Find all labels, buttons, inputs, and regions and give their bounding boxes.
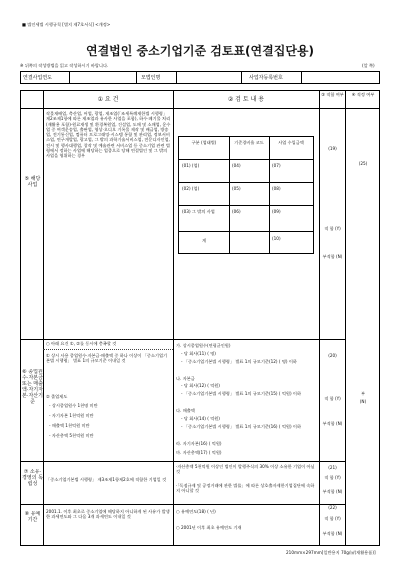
s3-fit-yes[interactable]: 적 합 (Y) [324, 475, 341, 480]
s2-fit-yes[interactable]: 적 합 (Y) [324, 396, 341, 401]
subtable-amt-2: (08) [272, 186, 281, 191]
section-grace-label: ⑧ 유예 기간 [24, 511, 41, 523]
s1-ok-n[interactable]: (N) [359, 399, 367, 404]
paper-spec: 210mm×297mm[일반용지 70g/㎡(재활용품)] [286, 550, 376, 555]
subtable-code-2: (05) [232, 186, 241, 191]
section-business-text: 작물재배업, 축산업, 어업, 광업, 제조업(「조세특례제한법 시행령」 제2조제1항에 따른 제조업과 유사한 사업을 포함), 하수·폐기물 처리(재활용 포함)·원료재생 및 환경복원업, 건설업, 도매 및 소매업, 운수업 중 여객운송업, 출판업, 영상·오디오 기록물 제작 및 배급업, 방송업, 전기통신업, 컴퓨터 프로그래밍·시스템 통합 및 관리업, 정보서비스업, 연구개발업, 광고업, 그 밖의 과학기술서비스업, 전문디자인업, 전시 및 행사대행업, 창작 및 예술관련 서비스업 등 중소기업 관련 법령에서 정하는 사업에 해당하는 업종으로 당해 연결법인 및 그 밖의 사업을 영위하는 경우 [46, 111, 171, 159]
page-side: (앞 쪽) [362, 63, 375, 68]
s2-cond-2: ② 졸업제도 [46, 394, 68, 399]
instruction-note: ※ 뒤쪽의 작성방법을 읽고 작성하시기 바랍니다. [20, 63, 109, 68]
subtable-h-biz: 구분 (업태별) [191, 140, 217, 145]
s2-review-7: 다. 매출액 [176, 408, 195, 413]
s2-intro: ○ 아래 요건 ①, ②를 동시에 충족할 것 [46, 341, 117, 346]
s3-fit-no-option[interactable]: 부적합 (N) [322, 489, 343, 494]
s2-cond-2-item-1: - 상시종업원수 1천명 미만 [49, 403, 98, 408]
s2-cond-2-item-2: - 자기자본 1천억원 미만 [49, 413, 94, 418]
s2-cond-2-item-3: - 매출액 1천억원 미만 [49, 423, 90, 428]
s4-text: 2001.1. 이후 최초로 중소기업에 해당하지 아니하게 된 사유가 발생한 과세연도와 그 다음 3개 과세연도 이내일 것 [46, 509, 170, 520]
s4-review-1: ○ 유예연도(18) ( 년) [176, 509, 216, 514]
info-row [20, 71, 380, 84]
s2-review-5: - 당 회사(12) ( 억원) [181, 383, 220, 388]
s2-review-2: - 당 회사(11) ( 명) [181, 351, 216, 356]
s2-review-3: - 「중소기업기본법 시행령」 별표 1의 규모기준(12) ( 명) 이하 [181, 359, 297, 364]
s2-review-4: 나. 자본금 [176, 376, 195, 381]
s4-fit-yes[interactable]: 적 합 (Y) [324, 516, 341, 521]
col-review: ② 검 토 내 용 [227, 96, 265, 103]
parent-name-label: 모법인명 [141, 75, 161, 81]
subtable-amt-3: (09) [272, 209, 281, 214]
s2-review-11: 마. 자산총액(17) ( 억원) [176, 450, 222, 455]
s4-fit-no: (22) [328, 505, 337, 510]
s3-text: 「중소기업기본법 시행령」 제3조제1항제2호에 적합한 기업일 것 [46, 477, 167, 482]
s2-cond-2-item-4: - 자산총액 5천억원 미만 [49, 433, 94, 438]
s1-fit-no: (19) [328, 146, 337, 151]
s3-review-2: ·「독점규제 및 공정거래에 관한 법률」에 따른 상호출자제한기업집단에 속하지 아니할 것 [176, 483, 315, 494]
s2-cond-1: ① 상시 사용 종업원수·자본금·매출액 중 하나 이상이 「중소기업기본법 시행령」 별표 1의 규모기준 이내일 것 [46, 353, 168, 364]
business-subtable [178, 136, 314, 254]
s3-review-1: ·자산총액 5천억원 이상인 법인이 발행주식의 30% 이상 소유한 기업이 아닐 것 [176, 464, 315, 475]
subtable-code-1: (04) [232, 163, 241, 168]
s2-review-6: - 「중소기업기본법 시행령」 별표 1의 규모기준(15) ( 억원) 이하 [181, 391, 302, 396]
subtable-row-total: 계 [201, 238, 207, 243]
s3-fit-no: (21) [328, 465, 337, 470]
section-size-label: ⑥ 종업원수·자본금 또는 매출액·자기자본·자산기준 [22, 369, 43, 405]
main-table [20, 90, 380, 546]
col-requirement: ① 요 건 [97, 96, 119, 103]
s2-review-8: - 당 회사(14) ( 억원) [181, 416, 220, 421]
s1-fit-no-option[interactable]: 부적합 (N) [322, 254, 343, 259]
s2-review-1: 가. 상시종업원수(연평균인원) [176, 343, 231, 348]
s4-review-2: ○ 2001년 이후 최초 유예연도 기재 [176, 525, 242, 530]
subtable-h-code: 기준경비율 코드 [234, 140, 264, 145]
s2-fit-no-option[interactable]: 부적합 (N) [322, 421, 343, 426]
subtable-row-3: (03) 그 밖의 사업 [182, 209, 215, 214]
subtable-code-3: (06) [232, 209, 241, 214]
section-business-label: ⑤ 해당 사업 [24, 176, 41, 188]
s2-review-10: 라. 자기자본(16) ( 억원) [176, 441, 222, 446]
s1-ok-no: (25) [358, 161, 368, 166]
s2-fit-no: (20) [328, 353, 337, 358]
col-ok: ④ 적정 여부 [351, 92, 375, 97]
bizno-label: 사업자등록번호 [249, 75, 283, 81]
subtable-amt-1: (07) [272, 163, 281, 168]
year-label: 연결사업연도 [23, 75, 52, 81]
page-title: 연결법인 중소기업기준 검토표(연결집단용) [86, 44, 314, 58]
s2-review-9: - 「중소기업기본법 시행령」 별표 1의 규모기준(16) ( 억원) 이하 [181, 424, 302, 429]
subtable-row-2: (02) (업) [182, 186, 200, 191]
subtable-h-amount: 사업 수입금액 [278, 140, 304, 145]
s4-fit-no-option[interactable]: 부적합 (N) [322, 531, 343, 536]
s1-ok-y[interactable]: 부 [360, 391, 366, 396]
subtable-amt-total: (10) [272, 236, 281, 241]
form-reference: ■ 법인세법 시행규칙 [별지 제7호서식] <개정> [22, 22, 111, 27]
s1-fit-yes[interactable]: 적 합 (Y) [324, 226, 341, 231]
section-independence-label: ⑦ 소유·경영의 독립성 [22, 469, 43, 487]
subtable-row-1: (01) (업) [182, 163, 200, 168]
col-fit: ③ 적합 여부 [321, 92, 344, 97]
